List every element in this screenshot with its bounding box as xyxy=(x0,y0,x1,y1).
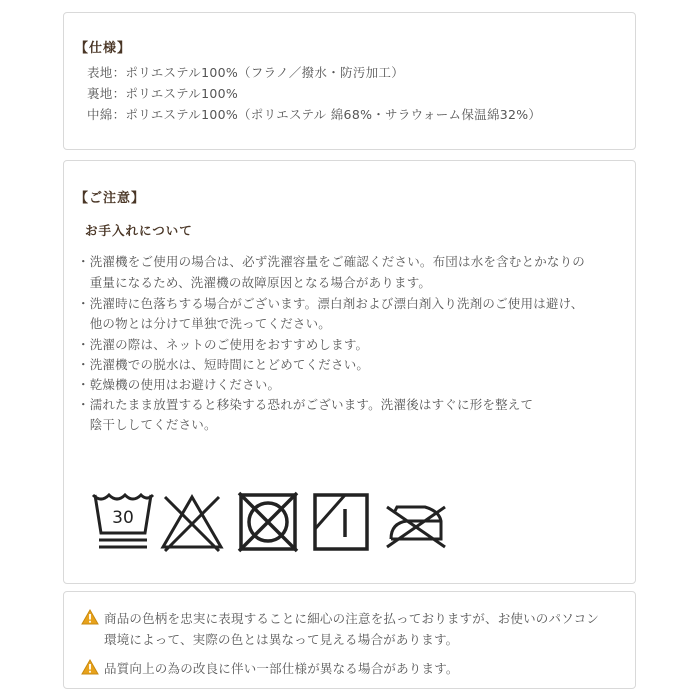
warning-icon xyxy=(81,609,99,625)
care-line: ・洗濯時に色落ちする場合がございます。漂白剤および漂白剤入り洗剤のご使用は避け、 xyxy=(77,296,584,311)
caution-title: 【ご注意】 xyxy=(75,191,146,206)
wash-30-icon xyxy=(91,489,155,555)
wash-temp-label: 30 xyxy=(112,508,134,528)
care-line: 陰干ししてください。 xyxy=(77,417,217,432)
notice-line: 商品の色柄を忠実に表現することに細心の注意を払っておりますが、お使いのパソコン xyxy=(104,611,600,626)
no-tumble-dry-icon xyxy=(235,489,301,555)
notice-section xyxy=(63,591,636,689)
spec-line-outer-fabric: 表地：ポリエステル100%（フラノ／撥水・防汚加工） xyxy=(87,65,405,80)
care-line: 他の物とは分けて単独で洗ってください。 xyxy=(77,316,332,331)
notice-line: 環境によって、実際の色とは異なって見える場合があります。 xyxy=(104,632,459,647)
care-line: ・濡れたまま放置すると移染する恐れがございます。洗濯後はすぐに形を整えて xyxy=(77,397,534,412)
care-title: お手入れについて xyxy=(85,223,193,238)
warning-icon xyxy=(81,659,99,675)
spec-title: 【仕様】 xyxy=(75,41,132,56)
no-bleach-icon xyxy=(159,489,225,555)
care-line: ・乾燥機の使用はお避けください。 xyxy=(77,377,281,392)
notice-line: 品質向上の為の改良に伴い一部仕様が異なる場合があります。 xyxy=(104,661,459,676)
care-label-icons xyxy=(91,489,451,555)
care-line: 重量になるため、洗濯機の故障原因となる場合があります。 xyxy=(77,275,432,290)
caution-section xyxy=(63,160,636,584)
care-line: ・洗濯機をご使用の場合は、必ず洗濯容量をご確認ください。布団は水を含むとかなりの xyxy=(77,254,586,269)
no-iron-icon xyxy=(381,489,451,555)
care-line: ・洗濯の際は、ネットのご使用をおすすめします。 xyxy=(77,337,369,352)
spec-line-lining: 裏地：ポリエステル100% xyxy=(87,86,239,101)
spec-line-filling: 中綿：ポリエステル100%（ポリエステル 綿68%・サラウォーム保温綿32%） xyxy=(87,107,542,122)
care-line: ・洗濯機での脱水は、短時間にとどめてください。 xyxy=(77,357,370,372)
spec-section xyxy=(63,12,636,150)
line-dry-shade-icon xyxy=(311,489,371,555)
